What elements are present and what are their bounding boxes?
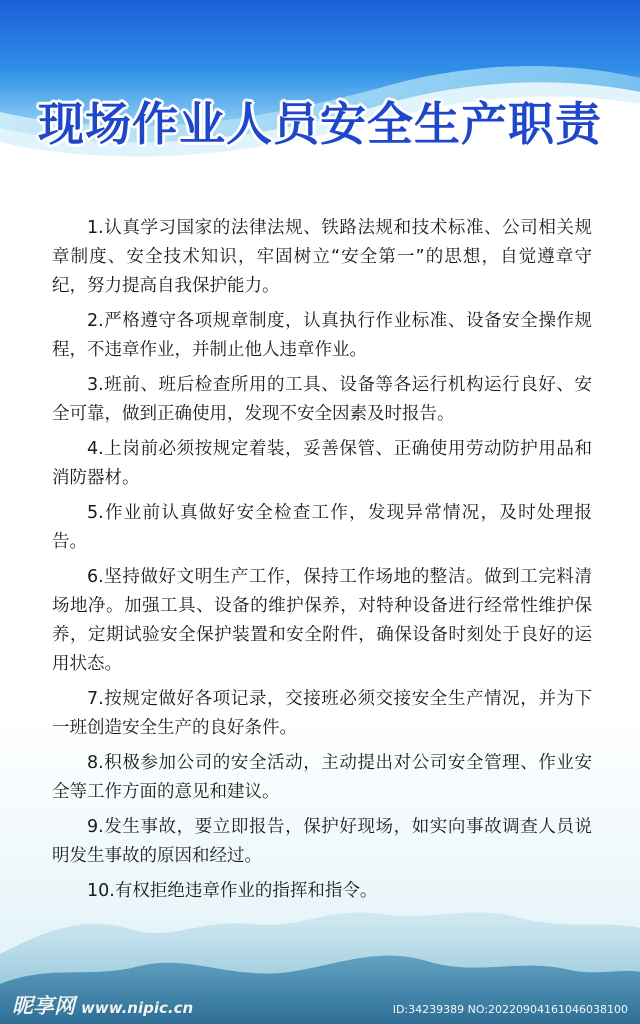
list-item: 10.有权拒绝违章作业的指挥和指令。 [87, 881, 378, 901]
image-id-label: ID:34239389 NO:20220904161046038100 [392, 1003, 628, 1016]
responsibilities-list [52, 214, 592, 912]
list-item: 3.班前、班后检查所用的工具、设备等各运行机构运行良好、安全可靠，做到正确使用，发现不安全因素及时报告。 [52, 375, 592, 424]
watermark-url: www.nipic.cn [81, 999, 194, 1017]
poster-title: 现场作业人员安全生产职责 [38, 97, 602, 151]
list-item: 5.作业前认真做好安全检查工作，发现异常情况，及时处理报告。 [52, 503, 592, 552]
list-item: 7.按规定做好各项记录，交接班必须交接安全生产情况，并为下一班创造安全生产的良好条件。 [52, 689, 592, 738]
list-item: 2.严格遵守各项规章制度，认真执行作业标准、设备安全操作规程，不违章作业，并制止他人违章作业。 [52, 311, 592, 360]
list-item: 8.积极参加公司的安全活动，主动提出对公司安全管理、作业安全等工作方面的意见和建议。 [52, 753, 592, 802]
watermark-logo [12, 990, 193, 1020]
list-item: 4.上岗前必须按规定着装，妥善保管、正确使用劳动防护用品和消防器材。 [52, 439, 592, 488]
watermark-brand: 昵享网 [12, 994, 75, 1018]
list-item: 6.坚持做好文明生产工作，保持工作场地的整洁。做到工完料清场地净。加强工具、设备的维护保养，对特种设备进行经常性维护保养，定期试验安全保护装置和安全附件，确保设备时刻处于良好的运用状态。 [52, 567, 592, 674]
list-item: 9.发生事故，要立即报告，保护好现场，如实向事故调查人员说明发生事故的原因和经过。 [52, 817, 592, 866]
list-item: 1.认真学习国家的法律法规、铁路法规和技术标准、公司相关规章制度、安全技术知识，牢固树立“安全第一”的思想，自觉遵章守纪，努力提高自我保护能力。 [52, 218, 592, 296]
